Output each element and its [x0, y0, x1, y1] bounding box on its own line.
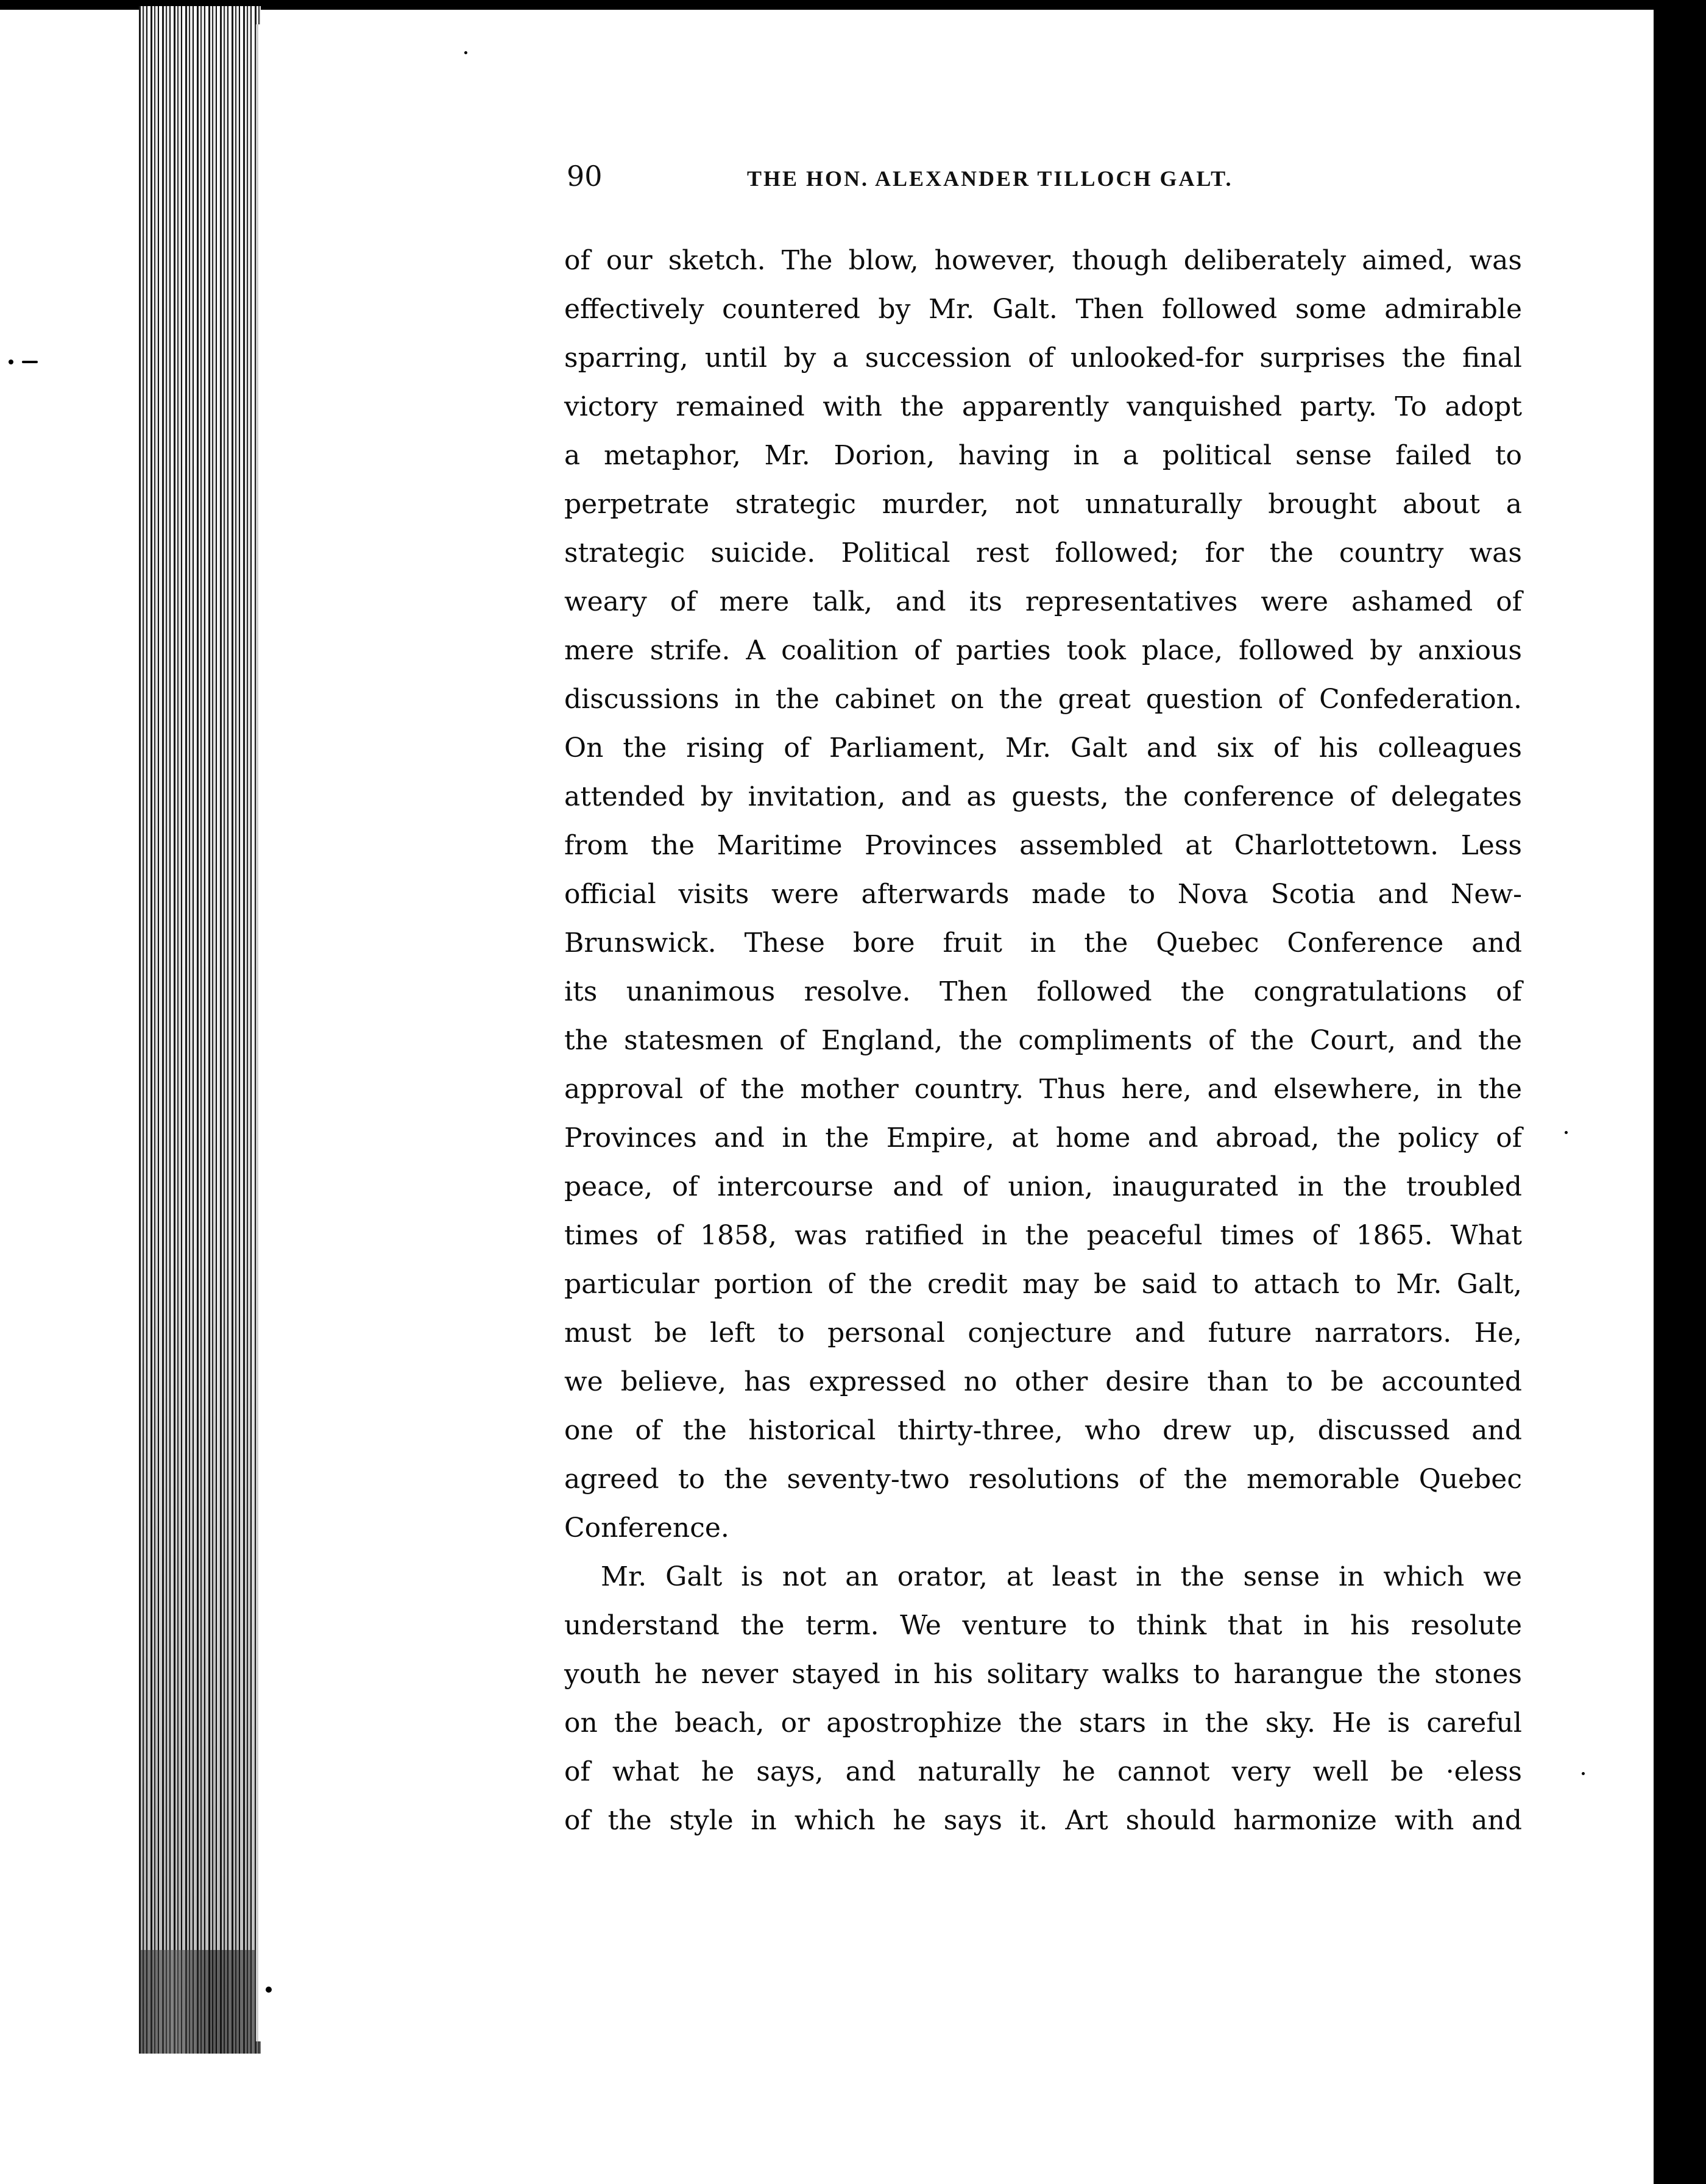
text-line: mere strife. A coalition of parties took place, followed by anxious [564, 635, 1522, 666]
text-line: of our sketch. The blow, however, though deliberately aimed, was [564, 245, 1522, 276]
text-line: Mr. Galt is not an orator, at least in the sense in which we [601, 1561, 1522, 1592]
text-line: from the Maritime Provinces assembled at Charlottetown. Less [564, 830, 1522, 861]
text-line: attended by invitation, and as guests, the conference of delegates [564, 781, 1522, 812]
page-edges-shadow [139, 6, 261, 2054]
page-edges-bottom-shadow [139, 1950, 261, 2054]
text-line: a metaphor, Mr. Dorion, having in a political sense failed to [564, 440, 1522, 471]
scan-speck [266, 1987, 272, 1993]
text-line: the statesmen of England, the compliments of the Court, and the [564, 1025, 1522, 1056]
text-line: agreed to the seventy-two resolutions of the memorable Quebec [564, 1464, 1522, 1495]
scan-speck [1565, 1131, 1568, 1134]
paragraph-2 [564, 1553, 1522, 1845]
text-line: Brunswick. These bore fruit in the Quebec Conference and [564, 927, 1522, 959]
running-head: THE HON. ALEXANDER TILLOCH GALT. [747, 166, 1233, 191]
text-line: strategic suicide. Political rest followed; for the country was [564, 537, 1522, 569]
text-line: On the rising of Parliament, Mr. Galt and six of his colleagues [564, 732, 1522, 764]
text-line: particular portion of the credit may be said to attach to Mr. Galt, [564, 1269, 1522, 1300]
text-line: Conference. [564, 1512, 729, 1544]
text-line: youth he never stayed in his solitary walks to harangue the stones [564, 1659, 1522, 1690]
scan-speck [22, 361, 38, 363]
text-line: its unanimous resolve. Then followed the congratulations of [564, 976, 1522, 1007]
text-line: of what he says, and naturally he cannot very well be ·eless [564, 1756, 1522, 1787]
text-line: times of 1858, was ratified in the peaceful times of 1865. What [564, 1220, 1522, 1251]
scan-speck [1582, 1772, 1585, 1775]
text-line: Provinces and in the Empire, at home and abroad, the policy of [564, 1122, 1522, 1154]
paragraph-1 [564, 236, 1522, 1553]
text-line: we believe, has expressed no other desire than to be accounted [564, 1366, 1522, 1397]
page-header [567, 160, 1517, 196]
text-line: perpetrate strategic murder, not unnaturally brought about a [564, 489, 1522, 520]
text-line: on the beach, or apostrophize the stars in the sky. He is careful [564, 1707, 1522, 1739]
text-line: approval of the mother country. Thus here, and elsewhere, in the [564, 1074, 1522, 1105]
page-number: 90 [567, 160, 603, 193]
scanner-bed-right [1654, 0, 1706, 2184]
body-text [564, 236, 1522, 1845]
text-line: official visits were afterwards made to Nova Scotia and New- [564, 879, 1522, 910]
text-line: discussions in the cabinet on the great question of Confederation. [564, 684, 1522, 715]
text-line: weary of mere talk, and its representatives were ashamed of [564, 586, 1522, 617]
text-line: victory remained with the apparently vanquished party. To adopt [564, 391, 1522, 422]
scan-speck [464, 51, 467, 54]
text-line: peace, of intercourse and of union, inaugurated in the troubled [564, 1171, 1522, 1202]
text-line: understand the term. We venture to think that in his resolute [564, 1610, 1522, 1641]
text-line: effectively countered by Mr. Galt. Then followed some admirable [564, 294, 1522, 325]
text-line: one of the historical thirty-three, who drew up, discussed and [564, 1415, 1522, 1446]
text-line: of the style in which he says it. Art should harmonize with and [564, 1805, 1522, 1836]
text-line: must be left to personal conjecture and future narrators. He, [564, 1317, 1522, 1349]
scan-speck [9, 360, 13, 364]
text-line: sparring, until by a succession of unlooked-for surprises the final [564, 342, 1522, 374]
